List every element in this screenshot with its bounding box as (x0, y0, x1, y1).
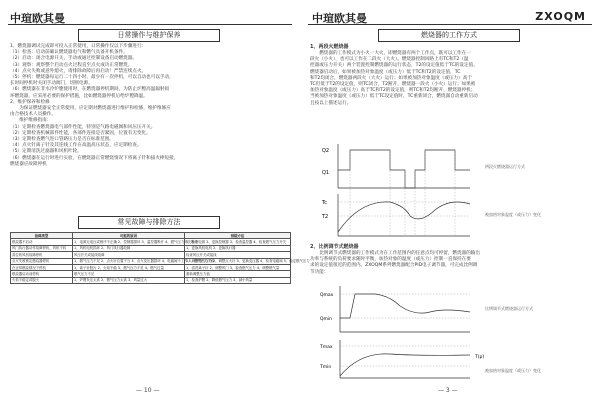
text-line: （2）定期检查机械部件性能，各部件连接是否紧固，位置有无变化。 (10, 130, 151, 136)
section-title-maintenance: 日常操作与维护保养 (78, 29, 220, 42)
label-tmin: Tmin (320, 365, 332, 370)
note-temperature-2: 被加热对象温度（或压力）变化 (485, 368, 541, 373)
table-cell: 1、清洗离子针 2、调整风门 3、检查燃气压力 4、调整燃气量 (185, 264, 291, 270)
brand-logo-cn: 中瑄欧其曼 (312, 12, 367, 25)
text-line: 燃烧器应故障停机 (10, 161, 47, 167)
text-line: （1）检查：启动前确认燃烧器电气和燃气具备开机条件。 (10, 50, 128, 56)
text-line: 功率与系统的负荷要求随时平衡，加热对象的温度（或压力）控制一直保持在要 (310, 257, 471, 263)
text-line: （5）停机：燃烧器每运行二十四小时，最少有一次停机，可以自动也可以手动， (10, 75, 174, 81)
text-line: 段火（小火），也可以工作在二段火（大火）。燃烧器控制回路上有TC和T2（温 (310, 57, 469, 63)
page-number: — 3 — (438, 387, 458, 394)
table-cell: 风门执行器动作故障停机、风机不转 (11, 245, 73, 251)
table-cell: 风压开关或接线故障 (73, 252, 185, 258)
label-tc: Tc (322, 200, 327, 206)
proportional-text (310, 251, 480, 276)
two-stage-text (310, 51, 478, 107)
table-cell: 1、风机电机损坏 2、风门执行器故障 (73, 245, 185, 251)
section-title-working-mode: 燃烧器的工作方式 (378, 29, 520, 42)
note-temperature-1: 被加热对象温度（或压力）变化 (485, 212, 541, 217)
text-line: 比例调节式燃烧器的工作模式为在工作范围内的任意点均可停留，燃烧器的输出 (310, 251, 480, 256)
table-cell: 1、燃气压力不足 2、点火针位置不当 3、点火变压器损坏 4、电磁阀不工作 5、燃气压力不稳 (74, 259, 215, 264)
table-cell: 火焰不稳定或脱火 (11, 277, 73, 283)
text-line: 由合格技术人员操作。 (10, 112, 56, 118)
note-two-stage: 两段火燃烧器运行方式 (485, 164, 525, 169)
table-header: 排除方法 (185, 233, 291, 239)
label-qmax: Qmax (320, 293, 334, 298)
table-cell: 点火失败锁定燃烧器停机 (11, 258, 73, 264)
table-cell: 1、离子针脏污 2、火焰不稳 3、燃气压力不足 4、燃气过量 (73, 264, 185, 270)
table-cell: 重新调整压力值 (185, 271, 291, 277)
text-line: 节功能： (310, 269, 329, 275)
text-line: 和T2均闭合，燃烧器两段火（大火）运行；如果被加热对象温度（或压力）高于 (310, 75, 472, 81)
text-line: 控器或压力开关）两个装置控制燃烧器的运行状态，T2的设定值低于TC的设定值。 (310, 63, 478, 69)
table-cell: 1、炉膛负压太高 2、燃气压力太高 3、风量过大 (73, 277, 185, 283)
text-line: 且按以上描述运行。 (310, 100, 352, 106)
brand-logo-en: ZXOQM (535, 10, 586, 23)
text-line: （5）定期清洗过滤器和风机叶轮。 (10, 149, 82, 155)
text-line: （4）点火失败或意外熄火，请排除故障后再启动！严禁连续点火。 (10, 68, 147, 74)
fault-table (10, 232, 310, 284)
table-cell: 燃烧器不启动 (11, 239, 73, 245)
text-line: （3）定期检查燃气进口管路压力是否在标准范围。 (10, 137, 114, 143)
text-line: 2、维护保养和检修 (10, 99, 50, 105)
subsection-two-stage: 1、两段火燃烧器 (310, 44, 349, 50)
table-row (11, 277, 291, 283)
text-line: （1）定期检查燃烧器电气部件性能，特别是气路电磁阀和风压压开关。 (10, 124, 156, 130)
table-cell: 检查风压开关或接线 (185, 252, 291, 258)
text-line: （2）启动：闭合电源开关，手动或通过控制设备启动燃烧器。 (10, 56, 137, 62)
subsection-proportional: 2、比例调节式燃烧器 (310, 244, 359, 250)
text-line: 加热对象温度（或压力）高于TC和T2的设定值，则TC和T2均断开，燃烧器停机； (310, 88, 476, 94)
two-stage-diagram (320, 140, 590, 240)
proportional-diagram (320, 282, 590, 382)
text-line: 为保证燃烧器安全正常使用，应定期对燃烧器进行维护和检修，维护维修应 (10, 106, 171, 112)
table-cell: 1、电源无电压或相序不正确 2、控制器损坏 3、温控器断开 4、燃气压力开关断开 (74, 239, 198, 244)
text-line: 燃烧器启动后，如果被加热对象温度（或压力）低于TC和T2的设定值，TC (310, 69, 461, 75)
header-rule (308, 24, 592, 25)
table-cell: 在正常燃烧情况下停机 (11, 264, 73, 270)
table-cell: 燃气压力不足 (73, 271, 185, 277)
table-cell: 1、调整燃气压力 2、调整点火针 3、更换变压器 4、检查电磁阀 5、稳定燃气压力 (186, 259, 310, 264)
table-cell: 1、检查电源 2、更换控制器 3、检查温控器 4、检查燃气压力开关 (185, 239, 291, 245)
table-cell: 1、检查炉膛 2、降低燃气压力 3、减小风量 (185, 277, 291, 283)
text-line: 长时间停机时关闭手动阀门，切断电源。 (10, 81, 93, 87)
table-header: 故障类型 (11, 233, 73, 239)
text-line: 坏燃烧器，应采用必要的保护措施，比如燃烧器停机后给炉膛降温。 (10, 93, 148, 99)
label-q2: Q2 (322, 148, 330, 154)
text-line: 当被加热对象温度（或压力）低于TC设定值时，TC重新闭合，燃烧器自动重新启动 (310, 94, 478, 100)
text-line: （4）点火针离子针及其连线工作在高温高压状态，应定期检查。 (10, 143, 142, 149)
page-number: — 10 — (136, 387, 160, 394)
label-tp: T(p) (475, 355, 485, 360)
label-q1: Q1 (322, 170, 330, 176)
table-cell: 燃烧器启动前停机 (11, 271, 73, 277)
text-line: TC但低于T2的设定值，则TC闭合，T2断开，燃烧器一段火（小火）运行；如果被 (310, 82, 476, 88)
table-header: 可能的原因 (73, 233, 185, 239)
maintenance-text (10, 44, 290, 168)
text-line: 求的设定值很近的范围内。ZXOQM系列燃烧器配合PID电子调节器，可完成比例调 (310, 263, 478, 269)
table-cell: 高位吹风机故障停机 (11, 252, 73, 258)
label-t2: T2 (322, 214, 329, 220)
text-line: （3）观察：观察整个启动点火过程直至点火成功正常燃烧。 (10, 62, 133, 68)
text-line: （6）燃烧器在非水冷炉膛使用时，在燃烧器停机期间，为防止炉膛高温辐射损 (10, 87, 170, 93)
text-line: 燃烧器的工作模式为小火一大火，即燃烧器有两个工作点，既可以工作在一 (310, 51, 471, 56)
brand-logo: 中瑄欧其曼 (10, 12, 65, 25)
text-line: （6）燃烧器在运行时进行实验，在燃烧器正常燃烧情况下将离子针和拔火棒短接， (10, 155, 179, 161)
label-tmax: Tmax (320, 345, 333, 350)
table-cell: 1、更换风机电机 2、更换执行器 (185, 245, 291, 251)
text-line: 1、燃烧器调试完成即可投入正常使用，日常操作仅以下步骤进行： (10, 44, 147, 49)
header-rule (8, 24, 292, 25)
text-line: 维护维修指南： (10, 118, 52, 124)
right-page (300, 0, 600, 400)
note-proportional: 比例调节式燃烧器运行方式 (485, 306, 533, 311)
label-qmin: Qmin (320, 317, 333, 322)
section-title-troubleshooting: 常见故障与排除方法 (78, 216, 220, 229)
